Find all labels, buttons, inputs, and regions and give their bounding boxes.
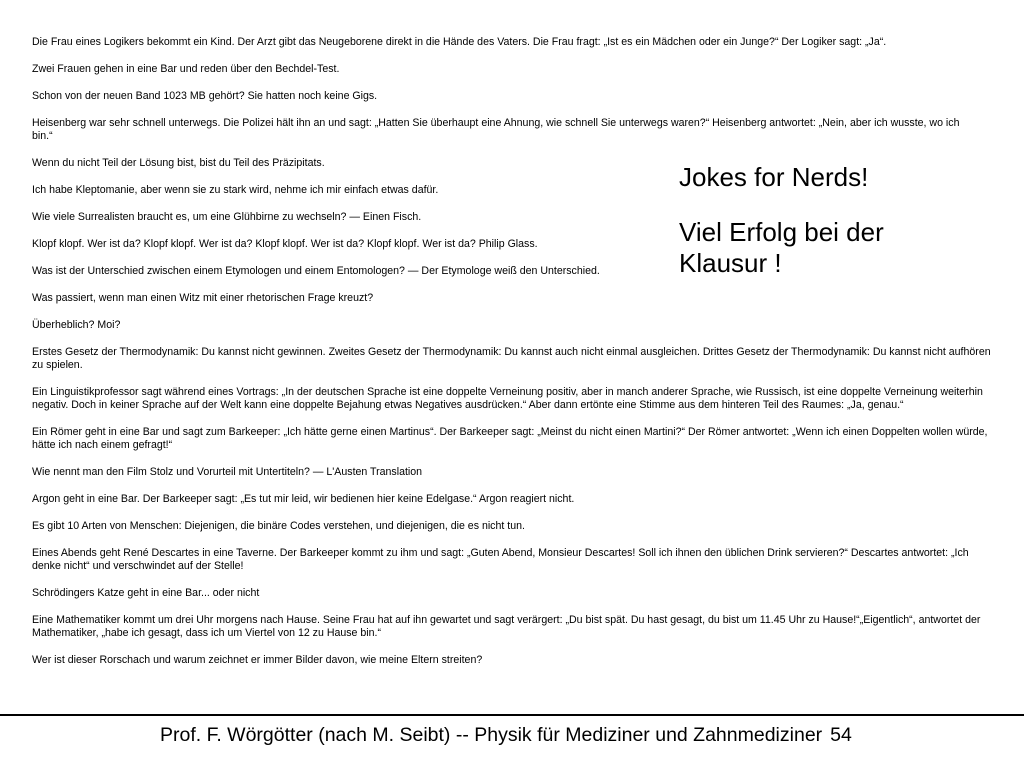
joke-item: Es gibt 10 Arten von Menschen: Diejenigen, die binäre Codes verstehen, und diejenigen, die es nicht tun.	[32, 520, 525, 532]
joke-item: Argon geht in eine Bar. Der Barkeeper sagt: „Es tut mir leid, wir bedienen hier keine Edelgase.“ Argon reagiert nicht.	[32, 493, 575, 505]
joke-item: Ein Linguistikprofessor sagt während eines Vortrags: „In der deutschen Sprache ist eine doppelte Verneinung positiv, aber in manch anderer Sprache, wie Russisch, ist eine doppelte Verneinung weiterhin negativ. Doch in keiner Sprache auf der Welt kann eine doppelte Bejahung etwas Negatives ausdrücken.“ Aber dann ertönte eine Stimme aus dem hinteren Teil des Raumes: „Ja, genau.“	[32, 386, 983, 411]
side-wish-line-1: Viel Erfolg bei der	[679, 217, 884, 247]
slide-footer	[160, 722, 880, 748]
footer-divider	[0, 714, 1024, 716]
joke-item: Ich habe Kleptomanie, aber wenn sie zu stark wird, nehme ich mir einfach etwas dafür.	[32, 184, 439, 196]
joke-item: Wenn du nicht Teil der Lösung bist, bist du Teil des Präzipitats.	[32, 157, 325, 169]
page-number: 54	[830, 724, 852, 746]
joke-item: Eines Abends geht René Descartes in eine Taverne. Der Barkeeper kommt zu ihm und sagt: „Guten Abend, Monsieur Descartes! Soll ich ihnen den üblichen Drink servieren?“ Descartes antwortet: „Ich denke nicht“ und verschwindet auf der Stelle!	[32, 547, 969, 572]
joke-item: Die Frau eines Logikers bekommt ein Kind. Der Arzt gibt das Neugeborene direkt in die Hände des Vaters. Die Frau fragt: „Ist es ein Mädchen oder ein Junge?“ Der Logiker sagt: „Ja“.	[32, 36, 887, 48]
joke-item: Zwei Frauen gehen in eine Bar und reden über den Bechdel-Test.	[32, 63, 340, 75]
joke-item: Heisenberg war sehr schnell unterwegs. Die Polizei hält ihn an und sagt: „Hatten Sie überhaupt eine Ahnung, wie schnell Sie unterwegs waren?“ Heisenberg antwortet: „Nein, aber ich wusste, wo ich bin.“	[32, 117, 960, 142]
joke-item: Klopf klopf. Wer ist da? Klopf klopf. Wer ist da? Klopf klopf. Wer ist da? Klopf klopf. Wer ist da? Philip Glass.	[32, 238, 538, 250]
joke-item: Wie nennt man den Film Stolz und Vorurteil mit Untertiteln? — L'Austen Translation	[32, 466, 423, 478]
side-wish-line-2: Klausur !	[679, 248, 782, 278]
joke-item: Was passiert, wenn man einen Witz mit einer rhetorischen Frage kreuzt?	[32, 292, 374, 304]
joke-item: Überheblich? Moi?	[32, 319, 121, 331]
joke-item: Erstes Gesetz der Thermodynamik: Du kannst nicht gewinnen. Zweites Gesetz der Thermodynamik: Du kannst auch nicht einmal ausgleichen. Drittes Gesetz der Thermodynamik: Du kannst nicht aufhören zu spielen.	[32, 346, 991, 371]
side-title: Jokes for Nerds!	[679, 162, 869, 192]
joke-list	[32, 36, 1000, 681]
joke-item: Wer ist dieser Rorschach und warum zeichnet er immer Bilder davon, wie meine Eltern streiten?	[32, 654, 483, 666]
joke-item: Ein Römer geht in eine Bar und sagt zum Barkeeper: „Ich hätte gerne einen Martinus“. Der Barkeeper sagt: „Meinst du nicht einen Martini?“ Der Römer antwortet: „Wenn ich einen Doppelten wollen würde, hätte ich nach einem gefragt!“	[32, 426, 988, 451]
joke-item: Schon von der neuen Band 1023 MB gehört? Sie hatten noch keine Gigs.	[32, 90, 378, 102]
footer-credit: Prof. F. Wörgötter (nach M. Seibt) -- Physik für Mediziner und Zahnmediziner	[160, 724, 823, 746]
side-note	[679, 162, 979, 279]
joke-item: Was ist der Unterschied zwischen einem Etymologen und einem Entomologen? — Der Etymologe weiß den Unterschied.	[32, 265, 600, 277]
joke-item: Wie viele Surrealisten braucht es, um eine Glühbirne zu wechseln? — Einen Fisch.	[32, 211, 422, 223]
joke-item: Schrödingers Katze geht in eine Bar... oder nicht	[32, 587, 260, 599]
side-wish	[679, 217, 979, 279]
joke-item: Eine Mathematiker kommt um drei Uhr morgens nach Hause. Seine Frau hat auf ihn gewartet und sagt verärgert: „Du bist spät. Du hast gesagt, du bist um 11.45 Uhr zu Hause!“„Eigentlich“, antwortet der Mathematiker, „habe ich gesagt, dass ich um Viertel von 12 zu Hause bin.“	[32, 614, 981, 639]
